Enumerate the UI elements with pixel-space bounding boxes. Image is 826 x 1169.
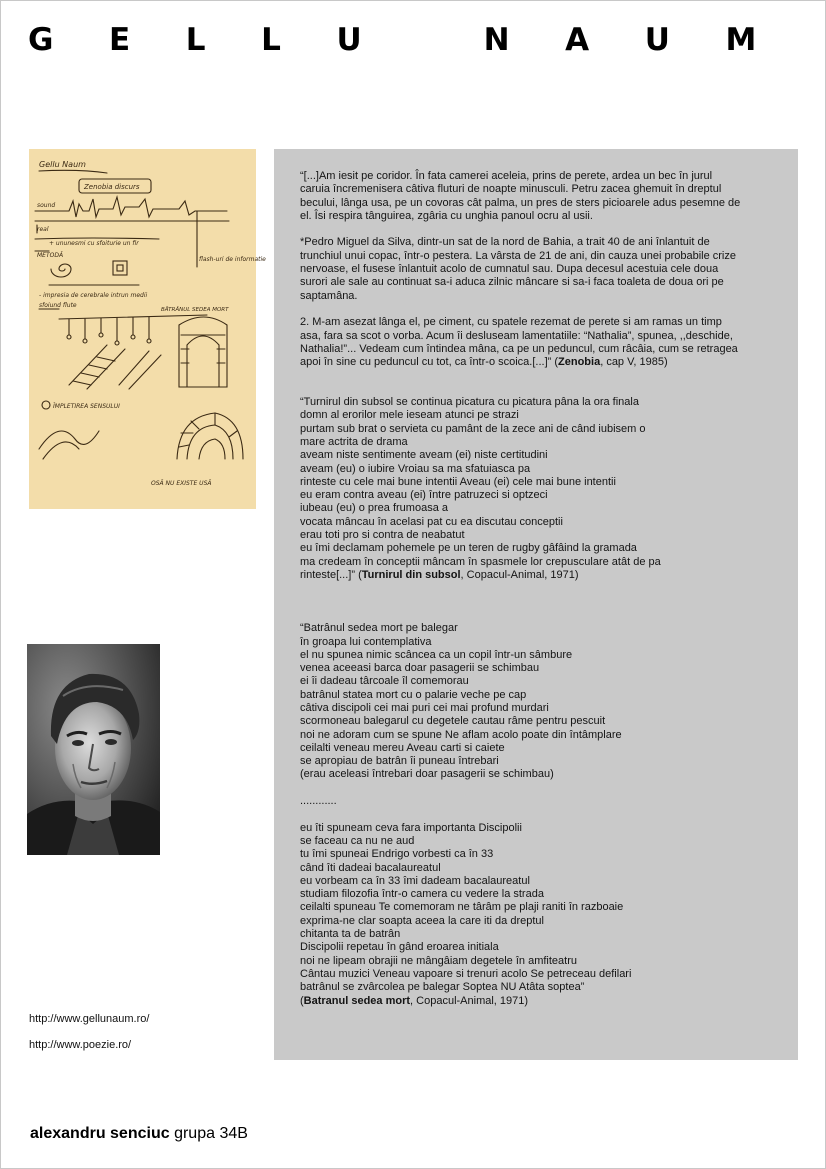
sketch-flute-label: sfoiund flute (39, 302, 77, 309)
poem-line: rinteste cu cele mai bune intentii Aveau (ei) cele mai bune intentii (300, 475, 616, 488)
poem-line: batrânul se zvârcolea pe balegar Soptea NU Atâta soptea” (300, 981, 585, 994)
poem-line: aveam niste sentimente aveam (ei) niste certitudini (300, 449, 548, 462)
portrait-drawing (27, 644, 160, 855)
poem-line: venea aceeasi barca doar pasagerii se schimbau (300, 662, 540, 675)
sketch-imprint-label: - impresia de cerebrale intrun medii (39, 292, 148, 299)
links-block (29, 1013, 149, 1052)
poem-line: se faceau ca nu ne aud (300, 834, 415, 847)
source-title: Turnirul din subsol (361, 568, 461, 581)
source-title: Zenobia (558, 356, 601, 369)
poem-line: studiam filozofia într-o camera cu vedere la strada (300, 888, 544, 901)
poem-line: vocata mâncau în acelasi pat cu ea discutau conceptii (300, 515, 563, 528)
poem-line (300, 569, 772, 582)
poem-line: “Turnirul din subsol se continua picatura cu picatura pâna la ora finala (300, 396, 639, 409)
sketch-filling-label: ÎMPLETIREA SENSULUI (53, 403, 120, 410)
poem-line: eu eram contra aveau (ei) între patruzeci si optzeci (300, 489, 548, 502)
sketch-method-label: METODĂ (37, 252, 64, 259)
footer-credit (30, 1124, 248, 1144)
poem-line: se apropiau de batrân îi puneau întrebari (300, 755, 499, 768)
text-line: surori ale sale au continuat sa-i aduca zilnic mâncare si sa-i faca toaleta de doua ori pe (300, 276, 724, 289)
poem-line: tu îmi spuneai Endrigo vorbesti ca în 33 (300, 848, 494, 861)
sketch-image (29, 149, 266, 509)
poem-line: ceilalti veneau mereu Aveau carti si caiete (300, 741, 505, 754)
text-panel (274, 149, 798, 1060)
poem-line: chitanta ta de batrân (300, 928, 401, 941)
sketch-boxed-label: Zenobia discurs (84, 183, 140, 191)
poem-line: noi ne adoram cum se spune Ne aflam acolo poate din întâmplare (300, 728, 622, 741)
text-line: trunchiul unui copac, într-o pestera. La vârsta de 21 de ani, din cauza unei probabile crize (300, 249, 736, 262)
author-group: grupa 34B (169, 1125, 248, 1142)
text-line: 2. M-am asezat lânga el, pe ciment, cu spatele rezemat de perete si am ramas un timp (300, 316, 722, 329)
poem-line: eu îti spuneam ceva fara importanta Discipolii (300, 821, 522, 834)
poem-ellipsis (300, 795, 772, 808)
page-title: G E L L U N A U M (28, 22, 779, 58)
zenobia-note (300, 236, 772, 302)
poem-line: “Batrânul sedea mort pe balegar (300, 622, 458, 635)
poem-line: eu îmi declamam pohemele pe un teren de rugby gâfâind la gramada (300, 542, 637, 555)
text-line: “[...]Am iesit pe coridor. În fata camerei aceleia, prins de perete, ardea un bec în jurul (300, 170, 713, 182)
sketch-drawing (29, 149, 266, 509)
batranul-poem (300, 622, 772, 782)
poem-line: purtam sub brat o servieta cu pamânt de la zece ani de când iubisem o (300, 422, 646, 435)
sketch-sound-label: sound (37, 202, 56, 209)
poem-line: noi ne lipeam obrajii ne mângâiam degetele în amfiteatru (300, 954, 577, 967)
link-gellunaum[interactable]: http://www.gellunaum.ro/ (29, 1013, 150, 1025)
text-line: nervoase, el fusese înlantuit acolo de cumnatul sau. Dupa decesul acestuia cele doua (300, 263, 719, 276)
text-fragment: ( (300, 994, 304, 1007)
sketch-signature: Gellu Naum (39, 160, 86, 169)
poem-line: scormoneau balegarul cu degetele cautau râme pentru pescuit (300, 715, 606, 728)
text-line: caruia încremenisera câtiva fluturi de noapte minusculi. Petru zacea ghemuit în dreptul (300, 183, 722, 196)
poem-line: domn al erorilor mele ieseam atunci pe strazi (300, 409, 519, 422)
source-details: , Copacul-Animal, 1971) (460, 568, 579, 581)
text-line: el. Îsi respira tânguirea, zgâria cu unghia panoul ocru al usii. (300, 209, 593, 222)
poem-line: Discipolii repetau în gând eroarea initiala (300, 941, 499, 954)
text-line: saptamâna. (300, 289, 358, 302)
poem-line: Cântau muzici Veneau vapoare si trenuri acolo Se petreceau defilari (300, 967, 632, 980)
source-details: , Copacul-Animal, 1971) (410, 994, 529, 1007)
text-line (300, 356, 772, 369)
sketch-not-exist-label: OSĂ NU EXISTE USĂ (151, 480, 212, 487)
poem-line: erau toti pro si contra de neabatut (300, 529, 465, 542)
source-title: Batranul sedea mort (303, 994, 411, 1007)
zenobia-paragraph-1 (300, 170, 772, 223)
text-line: asa, fara sa scot o vorba. Acum îi desluseam lamentatiile: “Nathalia”, spunea, ,,deschide, (300, 329, 733, 342)
poem-line: aveam (eu) o iubire Vroiau sa ma sfatuiasca pa (300, 462, 531, 475)
poem-line: ceilalti spuneau Te comemoram ne târâm pe plaji raniti în razboaie (300, 901, 624, 914)
turnirul-poem (300, 396, 772, 582)
poem-line: ei îi dadeau târcoale îl comemorau (300, 675, 469, 688)
sketch-real-label: real (37, 226, 49, 233)
poem-line: în groapa lui contemplativa (300, 635, 432, 648)
text-line: Nathalia!”... Vedeam cum întindea mâna, ca pe un peduncul, cum râcâia, cum se retragea (300, 342, 738, 355)
author-name: alexandru senciuc (30, 1125, 170, 1142)
text-line: *Pedro Miguel da Silva, dintr-un sat de la nord de Bahia, a trait 40 de ani înlantuit de (300, 236, 710, 249)
poem-line: iubeau (eu) o prea frumoasa a (300, 502, 448, 515)
sketch-flash-label: flash-uri de informatie (199, 256, 266, 263)
portrait-photo (27, 644, 160, 855)
sketch-wires-label: + ununesmi cu sfoiturie un fir (49, 240, 139, 247)
text-fragment: rinteste[...]” ( (300, 568, 362, 581)
poem-line: batrânul statea mort cu o palarie veche pe cap (300, 688, 527, 701)
poem-line: ma credeam în conceptii mâncam în spasmele lor crepusculare atât de pa (300, 555, 661, 568)
link-poezie[interactable]: http://www.poezie.ro/ (29, 1039, 132, 1051)
batranul-poem-continued (300, 822, 772, 1008)
poem-line: el nu spunea nimic scâncea ca un copil într-un sâmbure (300, 648, 573, 661)
source-details: , cap V, 1985) (600, 356, 668, 369)
poem-line: mare actrita de drama (300, 435, 408, 448)
poem-line (300, 995, 772, 1008)
text-line: becului, lânga usa, pe un covoras cât palma, un pres de sters picioarele adus pesemne de (300, 196, 741, 209)
text-fragment: apoi în sine cu peduncul cu tot, ca într-o scoica.[...]” ( (300, 356, 559, 369)
sketch-old-man-label: BĂTRÂNUL SEDEA MORT (161, 307, 229, 313)
poem-line: (erau aceleasi întrebari doar pasagerii se schimbau) (300, 768, 554, 781)
poem-line: când îti dadeai bacalaureatul (300, 861, 441, 874)
ellipsis-line: ............ (300, 795, 337, 808)
zenobia-paragraph-2 (300, 316, 772, 369)
poem-line: câtiva discipoli cei mai puri cei mai profund murdari (300, 701, 549, 714)
poem-line: eu vorbeam ca în 33 îmi dadeam bacalaureatul (300, 874, 530, 887)
poem-line: exprima-ne clar soapta aceea la care iti da dreptul (300, 914, 544, 927)
